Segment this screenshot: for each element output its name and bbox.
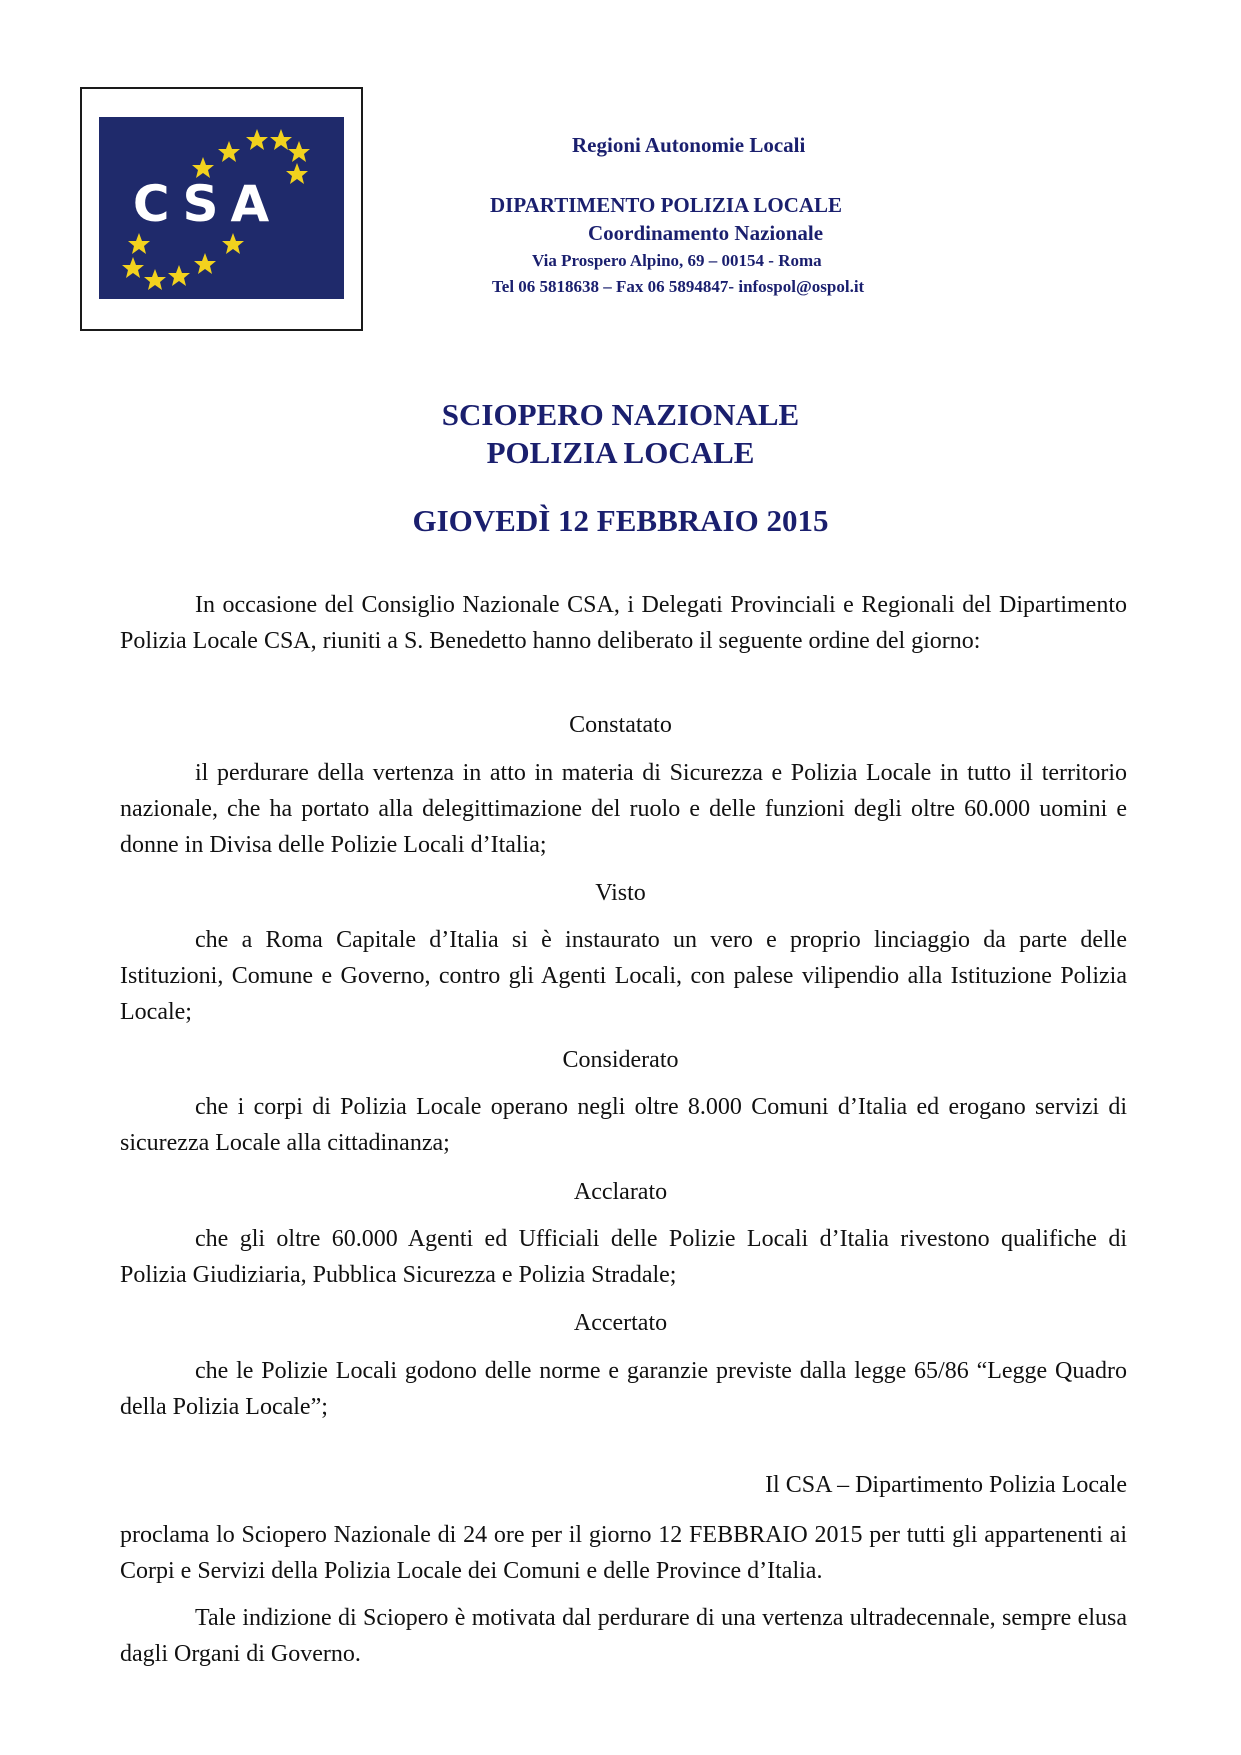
paragraph-constatato: il perdurare della vertenza in atto in materia di Sicurezza e Polizia Locale in tutto il territorio nazionale, che ha portato alla delegittimazione del ruolo e delle funzioni degli oltre 60.000 uomini e donne in Divisa delle Polizie Locali d’Italia; [120,760,1127,858]
intro-paragraph: In occasione del Consiglio Nazionale CSA, i Delegati Provinciali e Regionali del Dipartimento Polizia Locale CSA, riuniti a S. Benedetto hanno deliberato il seguente ordine del giorno: [120,592,1127,654]
label-acclarato: Acclarato [573,1179,668,1205]
label-constatato: Constatato [569,712,672,738]
label-accertato: Accertato [573,1310,668,1336]
proclamation-paragraph: proclama lo Sciopero Nazionale di 24 ore per il giorno 12 FEBBRAIO 2015 per tutti gli appartenenti ai Corpi e Servizi della Polizia Locale dei Comuni e delle Province d’Italia. [120,1522,1127,1584]
logo-frame [80,87,363,331]
header-address: Via Prospero Alpino, 69 – 00154 - Roma [532,251,822,270]
header-org: Regioni Autonomie Locali [572,133,806,157]
header-department: DIPARTIMENTO POLIZIA LOCALE [490,193,843,217]
paragraph-accertato: che le Polizie Locali godono delle norme e garanzie previste dalla legge 65/86 “Legge Quadro della Polizia Locale”; [120,1358,1127,1420]
header-coordination: Coordinamento Nazionale [588,221,824,245]
paragraph-acclarato: che gli oltre 60.000 Agenti ed Ufficiali delle Polizie Locali d’Italia rivestono qualifiche di Polizia Giudiziaria, Pubblica Sicurezza e Polizia Stradale; [120,1226,1127,1288]
strike-date: GIOVEDÌ 12 FEBBRAIO 2015 [412,503,829,538]
paragraph-visto: che a Roma Capitale d’Italia si è instaurato un vero e proprio linciaggio da parte delle Istituzioni, Comune e Governo, contro gli Agenti Locali, con palese vilipendio alla Istituzione Polizia Locale; [120,927,1127,1025]
logo-text: CSA [132,175,282,233]
signatory: Il CSA – Dipartimento Polizia Locale [765,1472,1127,1498]
page-title-line2: POLIZIA LOCALE [486,435,755,470]
header-contacts: Tel 06 5818638 – Fax 06 5894847- infospol@ospol.it [492,277,865,296]
closing-paragraph: Tale indizione di Sciopero è motivata dal perdurare di una vertenza ultradecennale, sempre elusa dagli Organi di Governo. [120,1605,1127,1667]
label-considerato: Considerato [562,1047,679,1073]
csa-logo [99,117,344,299]
page-title-line1: SCIOPERO NAZIONALE [441,397,800,432]
paragraph-considerato: che i corpi di Polizia Locale operano negli oltre 8.000 Comuni d’Italia ed erogano servizi di sicurezza Locale alla cittadinanza; [120,1094,1127,1156]
label-visto: Visto [595,880,646,906]
